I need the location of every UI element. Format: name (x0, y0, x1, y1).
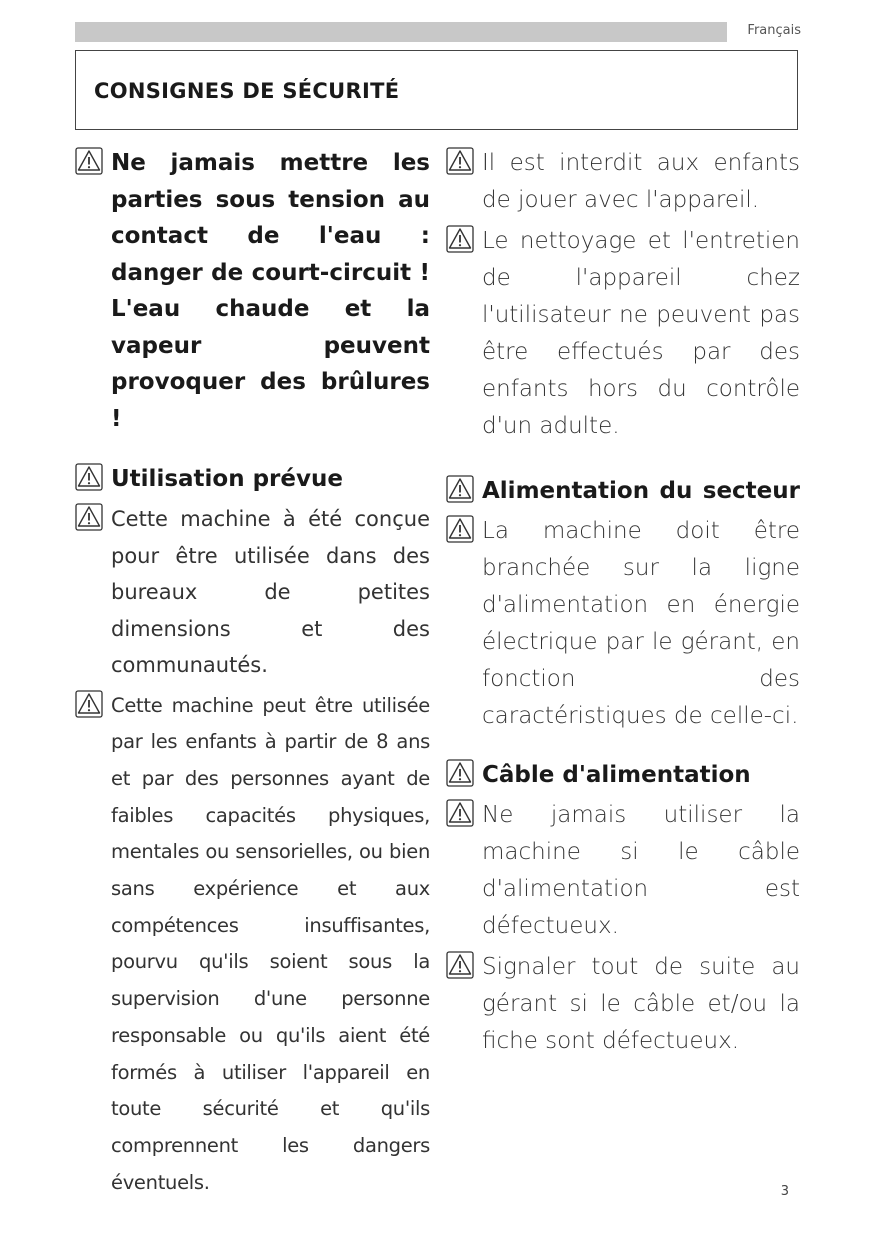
warning-triangle-icon (446, 515, 474, 543)
safety-item-danger (75, 145, 430, 437)
heading-cable: Câble d'alimentation (482, 762, 751, 788)
section-heading-usage (75, 461, 430, 497)
page-title: CONSIGNES DE SÉCURITÉ (94, 79, 400, 103)
title-box (75, 50, 798, 130)
header-bar (75, 22, 727, 42)
safety-item-report (446, 949, 800, 1060)
power-text: La machine doit être branchée sur la ligne d'alimentation en énergie électrique par le gérant, en fonction des caractéristiques de celle-ci. (482, 518, 800, 729)
language-label: Français (747, 23, 801, 38)
safety-item-children (75, 688, 430, 1202)
safety-item-play (446, 145, 800, 219)
usage-text: Cette machine à été conçue pour être utilisée dans des bureaux de petites dimensions et des communautés. (111, 507, 430, 677)
danger-text: Ne jamais mettre les parties sous tension au contact de l'eau : danger de court-circuit ! L'eau chaude et la vapeur peuvent provoquer des brûlures ! (111, 150, 430, 432)
safety-item-power (446, 513, 800, 735)
page-number: 3 (780, 1184, 789, 1199)
section-heading-power (446, 473, 800, 509)
children-text: Cette machine peut être utilisée par les enfants à partir de 8 ans et par des personnes ayant de faibles capacités physiques, mentales ou sensorielles, ou bien sans expérience et aux compétences insuffisantes, pourvu qu'ils soient sous la supervision d'une personne responsable ou qu'ils aient été formés à utiliser l'appareil en toute sécurité et qu'ils comprennent les dangers éventuels. (111, 693, 430, 1194)
warning-triangle-icon (446, 759, 474, 787)
warning-triangle-icon (446, 475, 474, 503)
warning-triangle-icon (75, 147, 103, 175)
section-heading-cable (446, 757, 800, 793)
warning-triangle-icon (446, 147, 474, 175)
cable-text: Ne jamais utiliser la machine si le câble d'alimentation est défectueux. (482, 802, 800, 939)
safety-item-usage (75, 501, 430, 684)
warning-triangle-icon (75, 690, 103, 718)
report-text: Signaler tout de suite au gérant si le câble et/ou la fiche sont défectueux. (482, 954, 800, 1054)
warning-triangle-icon (446, 951, 474, 979)
warning-triangle-icon (75, 463, 103, 491)
safety-item-cleaning (446, 223, 800, 445)
warning-triangle-icon (446, 225, 474, 253)
cleaning-text: Le nettoyage et l'entretien de l'appareil chez l'utilisateur ne peuvent pas être effectués par des enfants hors du contrôle d'un adulte. (482, 228, 800, 439)
right-column (446, 145, 800, 1060)
safety-item-cable (446, 797, 800, 945)
left-column (75, 145, 430, 1201)
warning-triangle-icon (446, 799, 474, 827)
warning-triangle-icon (75, 503, 103, 531)
play-text: Il est interdit aux enfants de jouer avec l'appareil. (482, 150, 800, 213)
heading-power: Alimentation du secteur (482, 478, 800, 504)
heading-usage: Utilisation prévue (111, 466, 343, 492)
